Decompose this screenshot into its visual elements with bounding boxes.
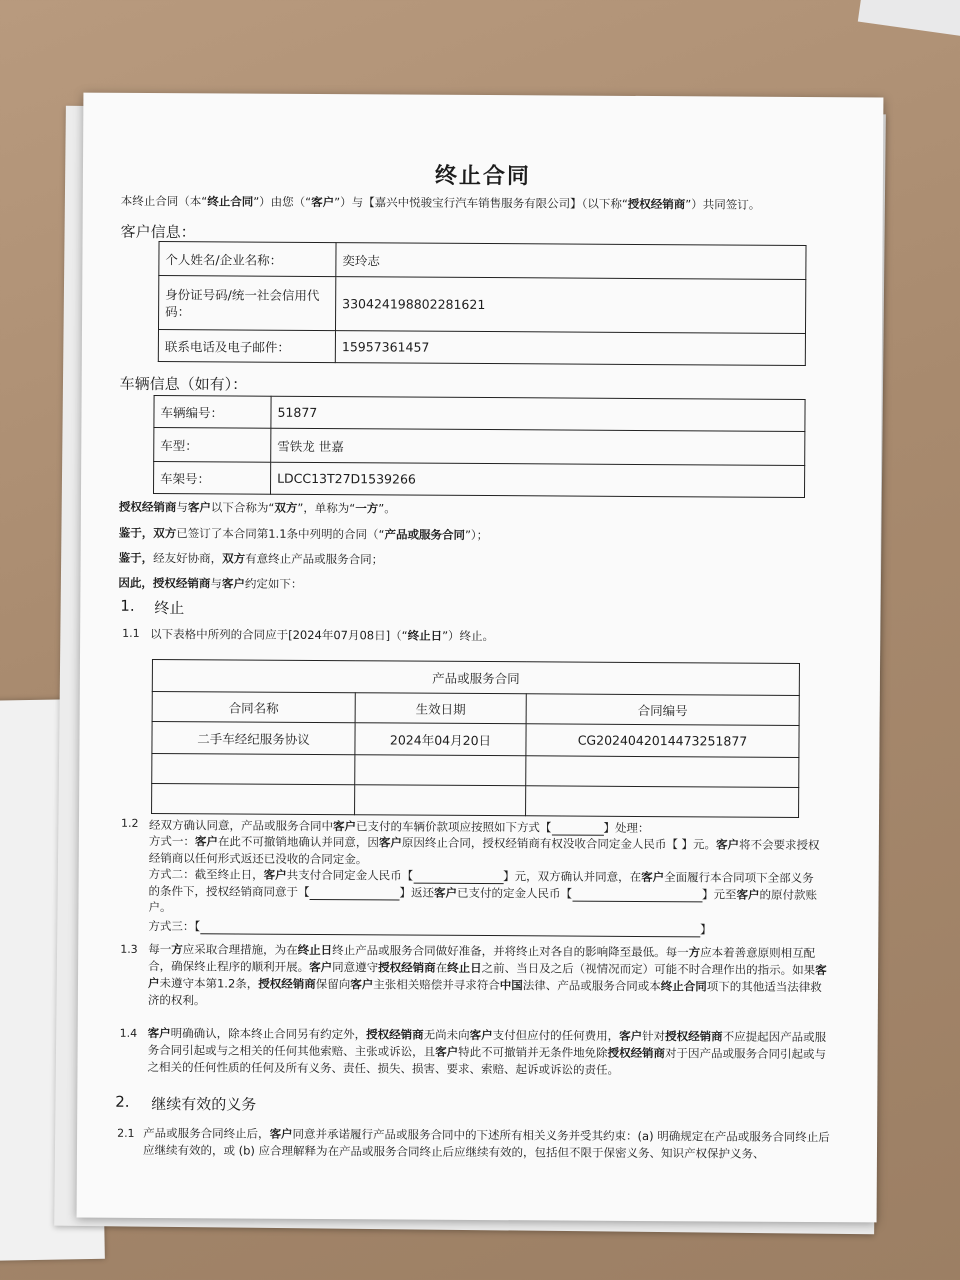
text-run: 】元至 [702,887,737,902]
vehicle-value: 雪铁龙 世嘉 [271,428,805,465]
bold-term: 授权经销商 [665,1029,723,1044]
clause-1-4-text [147,1025,827,1080]
bold-term: 客户 [147,1025,171,1041]
deposit-amount-blank[interactable] [413,871,503,885]
clause-1-2-method-2-line-2 [149,883,818,903]
bold-term: 终止日 [447,960,482,976]
clause-1-3-number: 1.3 [120,942,138,956]
text-run: 特此不可撤销并无条件地免除 [458,1044,608,1060]
clause-1-2-method-3 [148,918,711,937]
intro-paragraph [121,193,761,213]
bold-term: 授权经销商 [627,196,686,212]
bold-term: 终止日 [297,942,333,958]
bold-term: 方 [171,942,183,957]
contract-number-cell [526,786,799,818]
method-3-blank[interactable] [200,921,700,937]
effective-date-cell: 2024年04月20日 [355,723,526,756]
bold-term: 客户 [187,500,211,515]
text-run: ”）； [464,527,489,543]
bold-term: 鉴于， [118,550,154,566]
bold-term: 授权经销商 [607,1045,666,1061]
bold-term: 客户 [311,194,335,210]
text-run: 】元，双方确认并同意，在 [503,869,642,884]
bold-term: 客户 [350,977,374,992]
column-header: 合同名称 [152,691,355,722]
bold-term: 一方 [355,501,379,516]
text-run: 不应提起因产品或服务合同引起或与之相关的任何其他索赔、主张或诉讼，且 [147,1029,827,1059]
method-2-text [702,887,817,902]
text-run: 约定如下： [244,576,303,591]
bold-term: 客户 [221,576,245,591]
text-run: 有意终止产品或服务合同； [245,551,384,567]
text-run: 未遵守本第1.2条， [159,976,259,991]
contract-table-caption-row [152,659,799,695]
document-title: 终止合同 [434,163,532,190]
text-run: 原因终止合同，授权经销商有权没收合同定金人民币【 】元。 [401,835,717,852]
text-run: 无尚未向 [423,1027,470,1042]
text-run: 在 [435,960,448,975]
table-row [152,753,799,787]
bold-term: 双方 [222,551,246,566]
clause-1-4-number: 1.4 [119,1026,138,1040]
text-run: 经双方确认同意，产品或服务合同中 [148,817,334,834]
text-run: 以下合称为“ [210,500,275,515]
bold-term: 授权经销商 [152,576,211,591]
contract-number-cell: CG2024042014473251877 [526,724,799,758]
clause-2-1-text [143,1125,833,1163]
text-run: 应本着善意原则相互配合，确保终止程序的顺利开展。 [148,945,816,974]
bold-term: 双方 [153,526,177,541]
column-header: 合同编号 [526,694,799,726]
method-3-end: 】 [700,922,712,937]
bold-term: 客户 [736,887,760,902]
vehicle-label: 车架号： [153,462,270,495]
section-2-title: 继续有效的义务 [151,1095,257,1114]
section-1-number: 1. [120,596,135,615]
text-run: 以下表格中所列的合同应于[2024年07月08日]（“ [150,626,408,643]
bold-term: 客户 [715,837,740,852]
bold-term: 授权经销商 [258,976,316,992]
text-run: 方式一： [148,833,195,849]
text-run: 同意并承诺履行产品或服务合同中的下述所有相关义务并受其约束：(a) 明确规定在产品或服务合同终止后应继续有效的，或 (b) 应合理解释为在产品或服务合同终止后应继续有效的，包括但不限于保密义务、知识产权保护义务、 [142,1126,830,1161]
customer-value: 奕玲志 [336,243,806,280]
method-2-text [503,869,814,885]
refund-amount-blank[interactable] [572,889,702,903]
clause-1-1-number: 1.1 [122,626,140,640]
text-run: 将不会要求授权经销商以任何形式返还已没收的合同定金。 [148,837,820,867]
bold-term: 客户 [435,1044,459,1059]
bold-term: 客户 [263,867,287,882]
bold-term: 客户 [619,1028,643,1043]
text-run: 的条件下，授权经销商同意于【 [148,883,310,899]
text-run: 已支付的车辆价款项应按照如下方式【 [355,819,552,835]
bold-term: 客户 [378,835,402,850]
refund-date-blank[interactable] [310,887,400,901]
bold-term: 终止日 [407,628,443,643]
text-run: 经友好协商， [153,551,223,566]
clause-1-2-method-2-line-3: 户。 [148,899,172,915]
clause-1-2-intro-end: 】处理： [603,820,650,836]
method-2-text [149,867,414,883]
text-run: 产品或服务合同终止后， [143,1125,270,1141]
clause-1-2-intro [149,818,552,834]
therefore-clause [118,575,302,592]
text-run: 终止产品或服务合同做好准备，并将终止对各自的影响降至最低。每一 [332,943,689,960]
text-run: 全面履行本合同项下全部义务 [664,870,814,886]
bold-term: 客户 [332,819,357,834]
customer-label: 个人姓名/企业名称： [159,242,336,277]
text-run: 本终止合同（本“ [120,193,208,209]
clause-1-1-text [150,626,494,644]
text-run: ”，单称为“ [297,500,356,516]
method-2-text [149,884,310,899]
text-run: 主张相关赔偿并寻求符合 [373,977,500,993]
text-run: ”。 [378,501,396,516]
text-run: 每一 [148,941,172,957]
text-run: 保留向 [315,977,351,992]
bold-term: 授权经销商 [366,1027,424,1042]
text-run: 已签订了本合同第1.1条中列明的合同（“ [176,526,385,542]
vehicle-value: LDCC13T27D1539266 [270,462,804,497]
method-3-label: 方式三：【 [148,918,201,934]
text-run: 在此不可撤销地确认并同意，因 [217,834,379,850]
contract-table-caption: 产品或服务合同 [152,659,799,695]
bold-term: 中国 [499,978,523,993]
contract-list-table [151,659,800,818]
customer-info-heading: 客户信息： [120,222,196,242]
bold-term: 客户 [194,834,218,849]
bold-term: 客户 [309,959,333,975]
bold-term: 终止合同 [207,194,254,209]
method-2-text [400,886,573,901]
clause-1-2-method-1 [149,833,829,871]
customer-value: 15957361457 [335,331,805,366]
bold-term: 鉴于， [118,525,154,541]
bold-term: 产品或服务合同 [384,527,466,542]
background-paper-corner [858,0,960,38]
effective-date-cell [355,755,526,786]
contract-name-cell: 二手车经纪服务协议 [152,721,355,754]
contract-number-cell [526,756,799,788]
contract-table-header-row [152,691,799,725]
text-run: 针对 [642,1028,666,1044]
text-run: 法律、产品或服务合同或本 [522,978,661,994]
text-run: 方式二：截至终止日， [148,866,264,882]
contract-page [77,93,884,1223]
contract-name-cell [152,753,355,784]
clause-1-2-number: 1.2 [120,816,139,830]
text-run: 的原付款账 [759,887,818,903]
vehicle-value: 51877 [271,396,805,431]
text-run: 已支付的定金人民币【 [457,885,573,901]
parties-definition [119,499,396,517]
vehicle-row [154,428,805,466]
bold-term: 客户 [269,1126,293,1141]
text-run: ”）与【嘉兴中悦骏宝行汽车销售服务有限公司】（以下称“ [334,195,628,211]
method-choice-blank[interactable] [551,822,603,835]
bold-term: 双方 [274,500,298,515]
text-run: 明确确认，除本终止合同另有约定外， [170,1026,367,1042]
bold-term: 授权经销商 [118,499,177,515]
bold-term: 授权经销商 [378,960,436,975]
vehicle-label: 车辆编号： [154,396,271,429]
clause-1-3-text [148,941,828,1013]
whereas-clause-2 [119,550,384,568]
clause-2-1-number: 2.1 [117,1126,135,1140]
bold-term: 客户 [641,869,665,885]
section-2-number: 2. [115,1092,130,1111]
bold-term: 终止合同 [660,979,707,994]
text-run: ”）共同签订。 [685,197,761,212]
text-run: 共支付合同定金人民币【 [286,867,414,883]
vehicle-row [153,462,804,498]
section-1-title: 终止 [154,599,185,618]
customer-row [158,276,805,334]
customer-label: 身份证号码/统一社会信用代码： [158,276,335,331]
text-run: ”）由您（“ [253,194,312,209]
contract-name-cell [152,783,355,814]
vehicle-label: 车型： [154,428,271,463]
vehicle-row [154,396,805,432]
text-run: 与 [176,500,188,515]
bold-term: 客户 [469,1027,493,1043]
column-header: 生效日期 [355,693,526,724]
effective-date-cell [355,785,526,816]
customer-info-table [158,241,807,366]
customer-value: 330424198802281621 [335,277,805,334]
text-run: 对于因产品或服务合同引起或与之相关的任何性质的任何及所有义务、责任、损失、损害、要求、索赔、起诉或诉讼的责任。 [147,1046,827,1077]
bold-term: 客户 [147,963,827,991]
text-run: 与 [210,576,222,591]
bold-term: 方 [688,945,701,960]
vehicle-info-table [153,395,806,498]
text-run: 同意遵守 [332,960,379,975]
text-run: ”）终止。 [442,628,495,644]
table-row [152,721,799,757]
table-row [152,783,799,817]
whereas-clause-1 [119,525,489,543]
text-run: 项下的其他适当法律救济的权利。 [147,979,822,1008]
text-run: 应采取合理措施，为在 [182,942,298,957]
bold-term: 客户 [434,885,458,900]
text-run: 】返还 [399,885,435,900]
text-run: 支付但应付的任何费用， [492,1028,620,1043]
customer-label: 联系电话及电子邮件： [158,330,335,363]
vehicle-info-heading: 车辆信息（如有）： [119,374,248,394]
customer-row [159,242,806,280]
bold-term: 因此， [118,575,153,591]
customer-row [158,330,805,366]
text-run: 之前、当日及之后（视情况而定）可能不时合理作出的指示。如果 [481,961,816,978]
